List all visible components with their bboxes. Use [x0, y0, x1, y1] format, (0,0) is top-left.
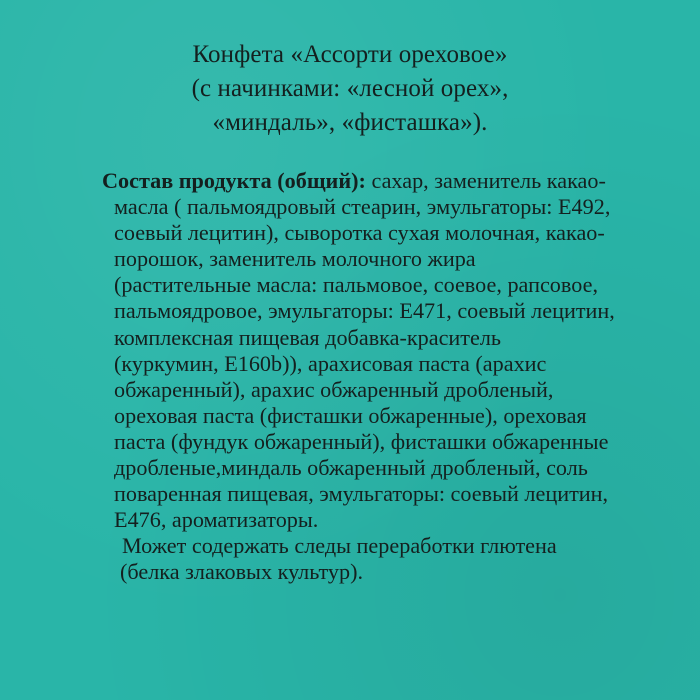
- composition-line: (куркумин, Е160b)), арахисовая паста (арахис: [114, 350, 547, 376]
- composition-first-line: [0, 168, 700, 194]
- warning-line-2: (белка злаковых культур).: [120, 559, 364, 585]
- composition-line: (растительные масла: пальмовое, соевое, рапсовое,: [114, 272, 598, 298]
- composition-line: обжаренный), арахис обжаренный дробленый,: [114, 376, 554, 402]
- title-line-3: «миндаль», «фисташка»).: [212, 109, 488, 136]
- composition-block: [0, 168, 700, 586]
- composition-line: ореховая паста (фисташки обжаренные), ореховая: [114, 402, 587, 428]
- composition-line: соевый лецитин), сыворотка сухая молочная, какао-: [114, 220, 605, 246]
- warning-line-1: Может содержать следы переработки глютена: [122, 533, 557, 559]
- composition-line: поваренная пищевая, эмульгаторы: соевый лецитин,: [114, 481, 609, 507]
- composition-line: сахар, заменитель какао-: [365, 168, 606, 193]
- composition-heading: Состав продукта (общий):: [102, 168, 366, 193]
- title-line-1: Конфета «Ассорти ореховое»: [192, 41, 508, 68]
- composition-line: комплексная пищевая добавка-краситель: [114, 324, 502, 350]
- composition-line: паста (фундук обжаренный), фисташки обжаренные: [114, 428, 609, 454]
- product-title: [0, 38, 700, 140]
- composition-line: Е476, ароматизаторы.: [114, 507, 319, 533]
- composition-line: дробленые,миндаль обжаренный дробленый, соль: [114, 455, 588, 481]
- title-line-2: (с начинками: «лесной орех»,: [191, 75, 509, 102]
- composition-line: пальмоядровое, эмульгаторы: Е471, соевый лецитин,: [114, 298, 615, 324]
- composition-line: масла ( пальмоядровый стеарин, эмульгаторы: Е492,: [114, 194, 611, 220]
- composition-line: порошок, заменитель молочного жира: [114, 246, 476, 272]
